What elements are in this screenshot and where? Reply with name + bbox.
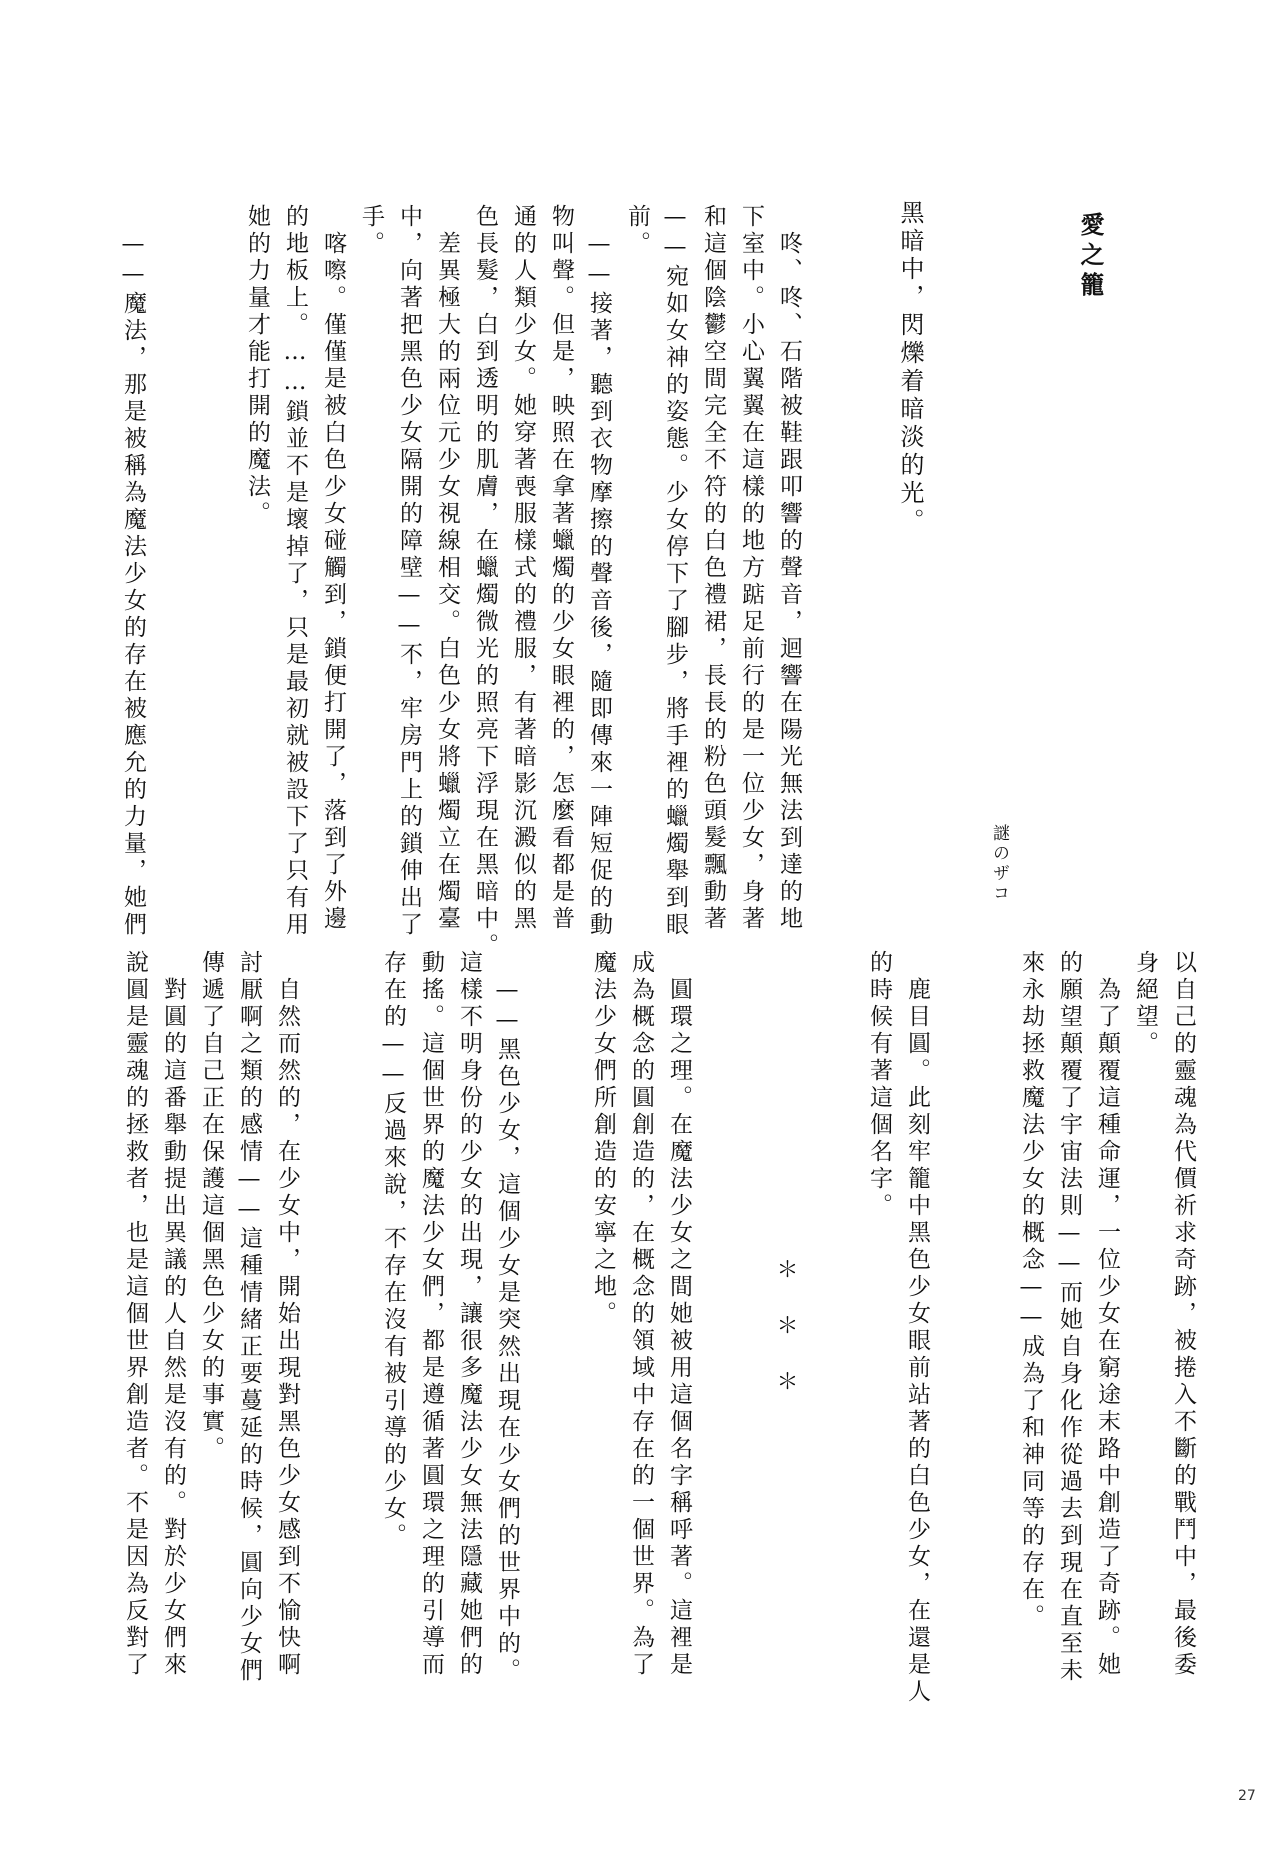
text-column: 這樣不明身份的少女的出現，讓很多魔法少女無法隱藏她們的 xyxy=(456,950,482,1679)
text-column: ——接著，聽到衣物摩擦的聲音後，隨即傳來一陣短促的動 xyxy=(586,204,612,939)
text-column: 存在的——反過來說，不存在沒有被引導的少女。 xyxy=(380,950,406,1550)
text-column: 和這個陰鬱空間完全不符的白色禮裙，長長的粉色頭髮飄動著 xyxy=(700,204,726,933)
text-column: 討厭啊之類的感情——這種情緒正要蔓延的時候，圓向少女們 xyxy=(236,950,262,1685)
story-title: 愛之籠 xyxy=(1076,212,1105,302)
page-number: 27 xyxy=(1238,1788,1256,1804)
text-column: 的願望顛覆了宇宙法則——而她自身化作從過去到現在直至未 xyxy=(1056,950,1082,1685)
text-column: 她的力量才能打開的魔法。 xyxy=(244,204,270,528)
text-column: 喀嚓。僅僅是被白色少女碰觸到，鎖便打開了，落到了外邊 xyxy=(320,204,346,933)
text-column: 通的人類少女。她穿著喪服樣式的禮服，有著暗影沉澱似的黑 xyxy=(510,204,536,933)
author-name: 謎のザコ xyxy=(989,824,1009,904)
text-column: 圓環之理。在魔法少女之間她被用這個名字稱呼著。這裡是 xyxy=(666,950,692,1679)
text-column: 咚、咚、石階被鞋跟叩響的聲音，迴響在陽光無法到達的地 xyxy=(776,204,802,933)
text-column: 手。 xyxy=(358,204,384,258)
story-subtitle: 黑暗中，閃爍着暗淡的光。 xyxy=(896,200,924,536)
text-column: 傳遞了自己正在保護這個黑色少女的事實。 xyxy=(198,950,224,1463)
text-column: 的時候有著這個名字。 xyxy=(866,950,892,1220)
text-column: 對圓的這番舉動提出異議的人自然是沒有的。對於少女們來 xyxy=(160,950,186,1679)
text-column: 下室中。小心翼翼在這樣的地方踮足前行的是一位少女，身著 xyxy=(738,204,764,933)
text-column: 物叫聲。但是，映照在拿著蠟燭的少女眼裡的，怎麼看都是普 xyxy=(548,204,574,933)
text-column: 鹿目圓。此刻牢籠中黑色少女眼前站著的白色少女，在還是人 xyxy=(904,950,930,1706)
text-column: ——魔法，那是被稱為魔法少女的存在被應允的力量，她們 xyxy=(120,204,146,939)
text-column: 差異極大的兩位元少女視線相交。白色少女將蠟燭立在燭臺 xyxy=(434,204,460,933)
text-column: 身絕望。 xyxy=(1132,950,1158,1058)
text-column: 色長髮，白到透明的肌膚，在蠟燭微光的照亮下浮現在黑暗中。 xyxy=(472,204,498,960)
text-column: 自然而然的，在少女中，開始出現對黑色少女感到不愉快啊 xyxy=(274,950,300,1679)
text-column: 成為概念的圓創造的，在概念的領域中存在的一個世界。為了 xyxy=(628,950,654,1679)
text-column: 說圓是靈魂的拯救者，也是這個世界創造者。不是因為反對了 xyxy=(122,950,148,1679)
text-column: 魔法少女們所創造的安寧之地。 xyxy=(590,950,616,1328)
text-column: 的地板上。……鎖並不是壞掉了，只是最初就被設下了只有用 xyxy=(282,204,308,939)
section-break-asterisks: ＊＊＊ xyxy=(773,1258,798,1426)
text-column: 以自己的靈魂為代價祈求奇跡，被捲入不斷的戰鬥中，最後委 xyxy=(1170,950,1196,1679)
text-column: 為了顛覆這種命運，一位少女在窮途末路中創造了奇跡。她 xyxy=(1094,950,1120,1679)
text-column: 動搖。這個世界的魔法少女們，都是遵循著圓環之理的引導而 xyxy=(418,950,444,1679)
text-column: ——黑色少女，這個少女是突然出現在少女們的世界中的。 xyxy=(494,950,520,1685)
text-column: 前。 xyxy=(624,204,650,258)
text-column: 中，向著把黑色少女隔開的障壁——不，牢房門上的鎖伸出了 xyxy=(396,204,422,939)
text-column: 來永劫拯救魔法少女的概念——成為了和神同等的存在。 xyxy=(1018,950,1044,1631)
text-column: ——宛如女神的姿態。少女停下了腳步，將手裡的蠟燭舉到眼 xyxy=(662,204,688,939)
